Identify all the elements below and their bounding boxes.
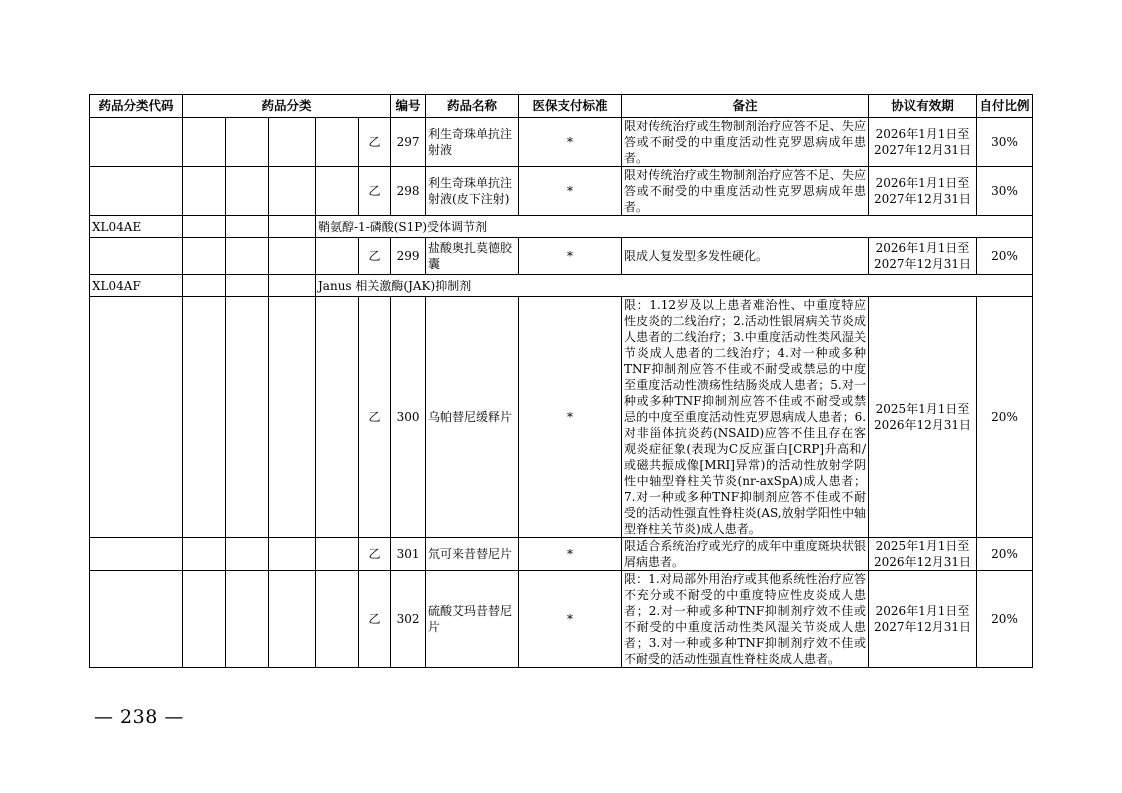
self-pay-ratio: 30% [977,167,1033,216]
drug-remarks: 限对传统治疗或生物制剂治疗应答不足、失应答或不耐受的中重度活动性克罗恩病成年患者。 [622,167,869,216]
header-standard: 医保支付标准 [519,95,622,118]
table-header-row [90,95,1033,118]
page-number: — 238 — [94,706,184,728]
drug-grade: 乙 [359,297,391,538]
self-pay-ratio: 20% [977,538,1033,571]
drug-number: 298 [391,167,426,216]
section-row [90,216,1033,238]
drug-catalog-table [89,94,1033,668]
drug-name: 乌帕替尼缓释片 [426,297,519,538]
table-row [90,238,1033,275]
drug-number: 299 [391,238,426,275]
agreement-validity: 2026年1月1日至2027年12月31日 [869,238,977,275]
section-code: XL04AE [90,216,183,238]
agreement-validity: 2026年1月1日至2027年12月31日 [869,118,977,167]
drug-grade: 乙 [359,118,391,167]
drug-name: 硫酸艾玛昔替尼片 [426,571,519,668]
drug-grade: 乙 [359,167,391,216]
drug-name: 盐酸奥扎莫德胶囊 [426,238,519,275]
drug-remarks: 限：1.12岁及以上患者难治性、中重度特应性皮炎的二线治疗；2.活动性银屑病关节炎成人患者的二线治疗；3.中重度活动性类风湿关节炎成人患者的二线治疗；4.对一种或多种TNF抑制剂应答不佳或不耐受或禁忌的中度至重度活动性溃疡性结肠炎成人患者；5.对一种或多种TNF抑制剂应答不佳或不耐受或禁忌的中度至重度活动性克罗恩病成人患者；6.对非甾体抗炎药(NSAID)应答不佳且存在客观炎症征象(表现为C反应蛋白[CRP]升高和/或磁共振成像[MRI]异常)的活动性放射学阴性中轴型脊柱关节炎(nr-axSpA)成人患者；7.对一种或多种TNF抑制剂应答不佳或不耐受的活动性强直性脊柱炎(AS,放射学阳性中轴型脊柱关节炎)成人患者。 [622,297,869,538]
drug-name: 利生奇珠单抗注射液(皮下注射) [426,167,519,216]
agreement-validity: 2026年1月1日至2027年12月31日 [869,571,977,668]
table-row [90,167,1033,216]
payment-standard: * [519,571,622,668]
drug-grade: 乙 [359,571,391,668]
table-row [90,118,1033,167]
payment-standard: * [519,118,622,167]
agreement-validity: 2025年1月1日至2026年12月31日 [869,297,977,538]
drug-name: 氘可来昔替尼片 [426,538,519,571]
header-remarks: 备注 [622,95,869,118]
drug-number: 302 [391,571,426,668]
drug-number: 300 [391,297,426,538]
drug-grade: 乙 [359,538,391,571]
payment-standard: * [519,297,622,538]
header-name: 药品名称 [426,95,519,118]
payment-standard: * [519,238,622,275]
drug-number: 301 [391,538,426,571]
table-row [90,297,1033,538]
header-number: 编号 [391,95,426,118]
header-category: 药品分类 [183,95,391,118]
agreement-validity: 2026年1月1日至2027年12月31日 [869,167,977,216]
section-row [90,275,1033,297]
self-pay-ratio: 30% [977,118,1033,167]
header-validity: 协议有效期 [869,95,977,118]
drug-remarks: 限对传统治疗或生物制剂治疗应答不足、失应答或不耐受的中重度活动性克罗恩病成年患者。 [622,118,869,167]
table-row [90,538,1033,571]
drug-remarks: 限：1.对局部外用治疗或其他系统性治疗应答不充分或不耐受的中重度特应性皮炎成人患者；2.对一种或多种TNF抑制剂疗效不佳或不耐受的中重度活动性类风湿关节炎成人患者；3.对一种或多种TNF抑制剂疗效不佳或不耐受的活动性强直性脊柱炎成人患者。 [622,571,869,668]
drug-grade: 乙 [359,238,391,275]
drug-number: 297 [391,118,426,167]
table-row [90,571,1033,668]
self-pay-ratio: 20% [977,571,1033,668]
drug-remarks: 限成人复发型多发性硬化。 [622,238,869,275]
header-code: 药品分类代码 [90,95,183,118]
agreement-validity: 2025年1月1日至2026年12月31日 [869,538,977,571]
payment-standard: * [519,167,622,216]
section-code: XL04AF [90,275,183,297]
drug-remarks: 限适合系统治疗或光疗的成年中重度斑块状银屑病患者。 [622,538,869,571]
self-pay-ratio: 20% [977,297,1033,538]
self-pay-ratio: 20% [977,238,1033,275]
section-category: Janus 相关激酶(JAK)抑制剂 [316,275,1033,297]
payment-standard: * [519,538,622,571]
section-category: 鞘氨醇-1-磷酸(S1P)受体调节剂 [316,216,1033,238]
drug-name: 利生奇珠单抗注射液 [426,118,519,167]
header-ratio: 自付比例 [977,95,1033,118]
